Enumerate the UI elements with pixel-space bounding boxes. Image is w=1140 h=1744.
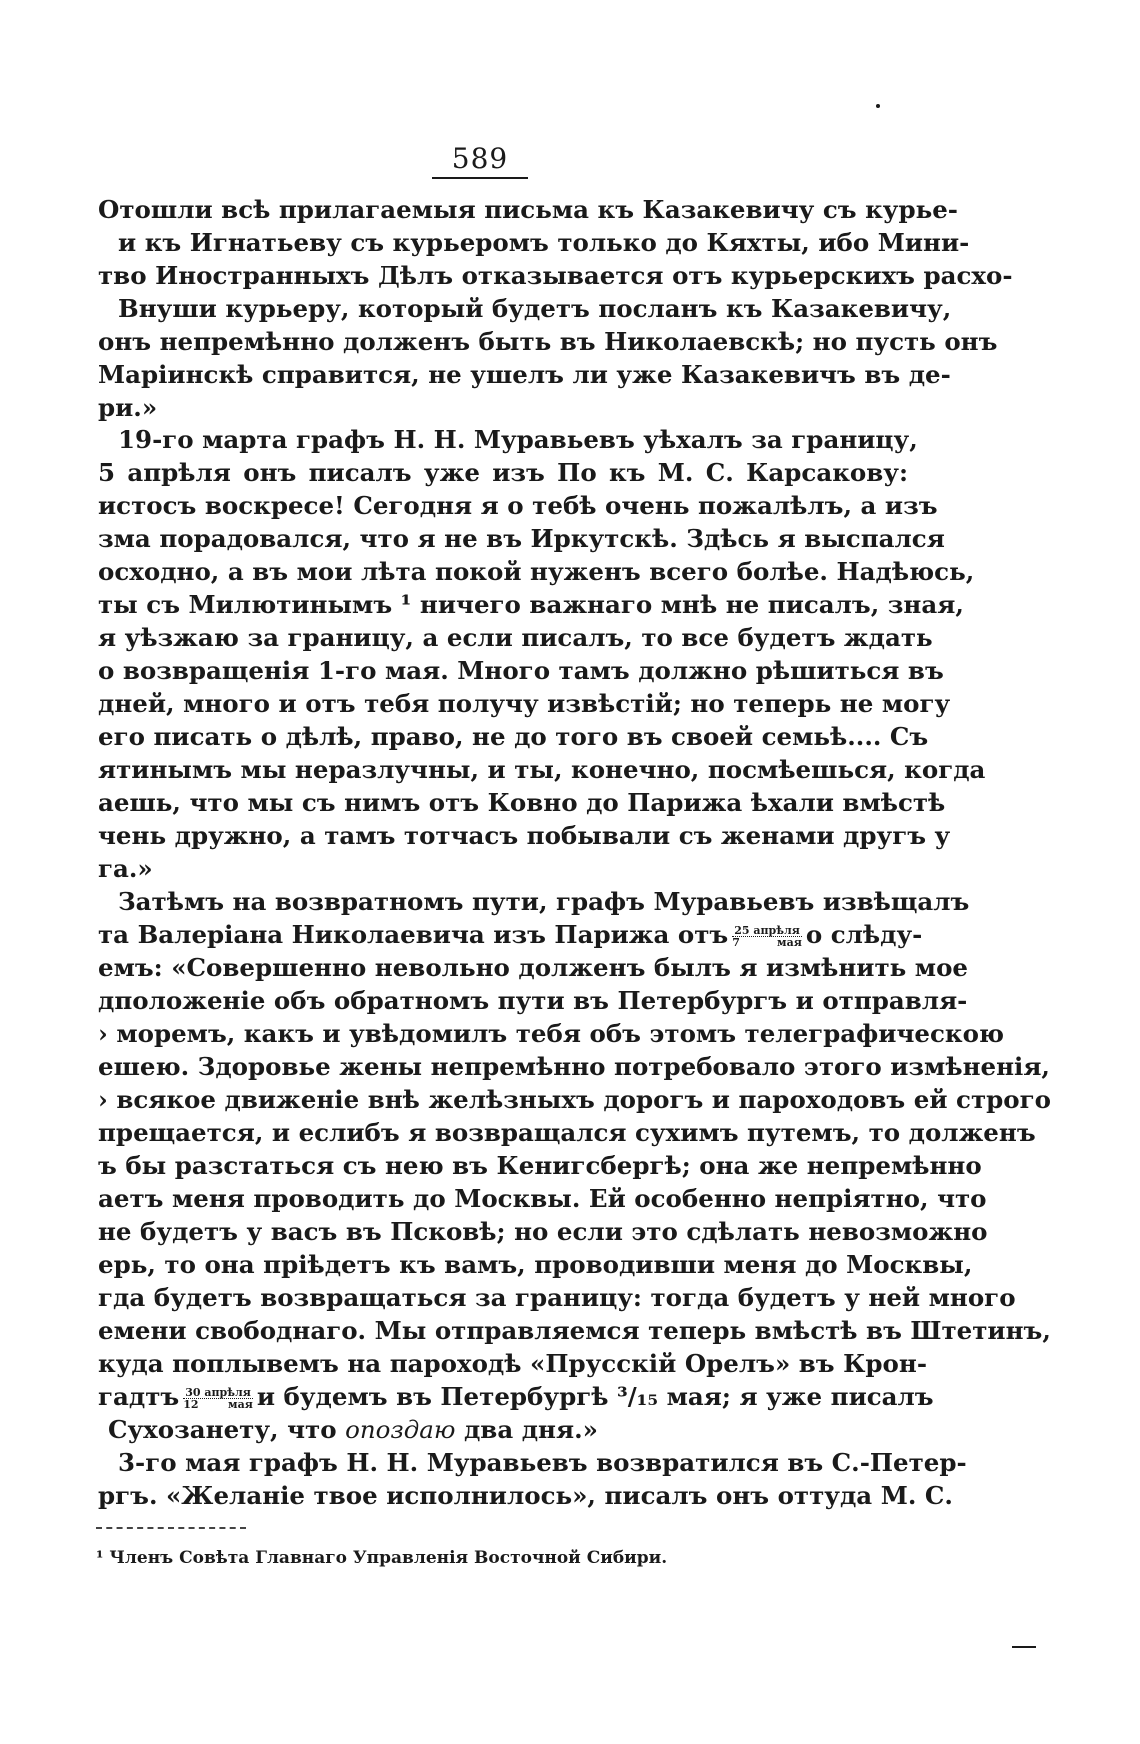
text-line: 3-го мая графъ Н. Н. Муравьевъ возвратился въ С.-Петер- bbox=[118, 1448, 967, 1477]
text-line: емени свободнаго. Мы отправляемся теперь вмѣстѣ въ Штетинъ, bbox=[98, 1316, 1051, 1345]
text-fragment: та Валеріана Николаевича изъ Парижа отъ bbox=[98, 920, 729, 949]
text-line: дней, много и отъ тебя получу извѣстій; но теперь не могу bbox=[98, 689, 951, 718]
text-line: и къ Игнатьеву съ курьеромъ только до Кяхты, ибо Мини- bbox=[118, 228, 970, 257]
fraction-numerator: 30 апрѣля bbox=[185, 1386, 251, 1399]
fraction-numerator: 25 апрѣля bbox=[734, 924, 800, 937]
text-line: ргъ. «Желаніе твое исполнилось», писалъ онъ оттуда М. С. bbox=[98, 1481, 953, 1510]
text-line: зма порадовался, что я не въ Иркутскѣ. Здѣсь я выспался bbox=[98, 524, 945, 553]
text-line: тво Иностранныхъ Дѣлъ отказывается отъ курьерскихъ расхо- bbox=[98, 261, 1013, 290]
footnote-mark: ¹ bbox=[96, 1548, 104, 1568]
text-line: аешь, что мы съ нимъ отъ Ковно до Парижа ѣхали вмѣстѣ bbox=[98, 788, 946, 817]
text-line: ты съ Милютинымъ ¹ ничего важнаго мнѣ не писалъ, зная, bbox=[98, 590, 964, 619]
text-line: его писать о дѣлѣ, право, не до того въ своей семьѣ.... Съ bbox=[98, 722, 929, 751]
text-line: Маріинскѣ справится, не ушелъ ли уже Казакевичъ въ де- bbox=[98, 360, 951, 389]
page-number: 589 bbox=[451, 142, 509, 175]
date-fraction bbox=[183, 1387, 253, 1410]
text-line: ятинымъ мы неразлучны, и ты, конечно, посмѣешься, когда bbox=[98, 755, 986, 784]
text-line-with-date bbox=[98, 1381, 934, 1413]
text-line: гда будетъ возвращаться за границу: тогда будетъ у ней много bbox=[98, 1283, 1016, 1312]
text-line: не будетъ у васъ въ Псковѣ; но если это сдѣлать невозможно bbox=[98, 1217, 988, 1246]
text-line: аетъ меня проводить до Москвы. Ей особенно непріятно, что bbox=[98, 1184, 987, 1213]
text-line: га.» bbox=[98, 854, 153, 883]
text-line-with-date bbox=[98, 919, 923, 951]
text-line: Внуши курьеру, который будетъ посланъ къ Казакевичу, bbox=[118, 294, 952, 323]
text-line: Затѣмъ на возвратномъ пути, графъ Муравьевъ извѣщалъ bbox=[118, 887, 970, 916]
footnote-text: Членъ Совѣта Главнаго Управленія Восточной Сибири. bbox=[109, 1548, 668, 1568]
text-line: 5 апрѣля онъ писалъ уже изъ По къ М. С. Карсакову: bbox=[98, 458, 908, 487]
text-fragment: два дня.» bbox=[463, 1415, 598, 1444]
text-line: ерь, то она пріѣдетъ къ вамъ, проводивши меня до Москвы, bbox=[98, 1250, 973, 1279]
text-line: куда поплывемъ на пароходѣ «Прусскій Орелъ» въ Крон- bbox=[98, 1349, 927, 1378]
text-line: осходно, а въ мои лѣта покой нуженъ всего болѣе. Надѣюсь, bbox=[98, 557, 975, 586]
text-line: дположеніе объ обратномъ пути въ Петербургъ и отправля- bbox=[98, 986, 968, 1015]
text-line: емъ: «Совершенно невольно долженъ былъ я измѣнить мое bbox=[98, 953, 969, 982]
text-line: онъ непремѣнно долженъ быть въ Николаевскѣ; но пусть онъ bbox=[98, 327, 998, 356]
text-line: я уѣзжаю за границу, а если писалъ, то все будетъ ждать bbox=[98, 623, 933, 652]
text-line: ри.» bbox=[98, 393, 158, 422]
text-fragment: Сухозанету, что bbox=[108, 1415, 337, 1444]
text-line: ъ бы разстаться съ нею въ Кенигсбергѣ; она же непремѣнно bbox=[98, 1151, 982, 1180]
text-line: › всякое движеніе внѣ желѣзныхъ дорогъ и пароходовъ ей строго bbox=[98, 1085, 1051, 1114]
text-line-with-italic bbox=[108, 1414, 908, 1446]
text-line: 19-го марта графъ Н. Н. Муравьевъ уѣхалъ за границу, bbox=[118, 425, 918, 454]
text-line: › моремъ, какъ и увѣдомилъ тебя объ этомъ телеграфическою bbox=[98, 1019, 1005, 1048]
date-fraction bbox=[732, 925, 802, 948]
italic-word: опоздаю bbox=[345, 1415, 456, 1444]
text-line: прещается, и еслибъ я возвращался сухимъ путемъ, то долженъ bbox=[98, 1118, 1036, 1147]
footnote-separator bbox=[96, 1527, 246, 1529]
text-fragment: о слѣду- bbox=[805, 920, 923, 949]
margin-dash bbox=[1012, 1646, 1036, 1648]
fraction-denominator: 7 мая bbox=[732, 936, 802, 949]
text-fragment: гадтъ bbox=[98, 1382, 180, 1411]
fraction-denominator: 12 мая bbox=[183, 1398, 253, 1411]
text-fragment: и будемъ въ Петербургѣ ³/₁₅ мая; я уже писалъ bbox=[256, 1382, 934, 1411]
text-line: истосъ воскресе! Сегодня я о тебѣ очень пожалѣлъ, а изъ bbox=[98, 491, 938, 520]
text-line: чень дружно, а тамъ тотчасъ побывали съ женами другъ у bbox=[98, 821, 951, 850]
footnote bbox=[96, 1546, 916, 1570]
text-line: ешею. Здоровье жены непремѣнно потребовало этого измѣненія, bbox=[98, 1052, 1050, 1081]
page-speck bbox=[876, 104, 880, 108]
text-line: Отошли всѣ прилагаемыя письма къ Казакевичу съ курье- bbox=[98, 195, 958, 224]
text-line: о возвращенія 1-го мая. Много тамъ должно рѣшиться въ bbox=[98, 656, 944, 685]
page-number-rule bbox=[432, 177, 528, 179]
